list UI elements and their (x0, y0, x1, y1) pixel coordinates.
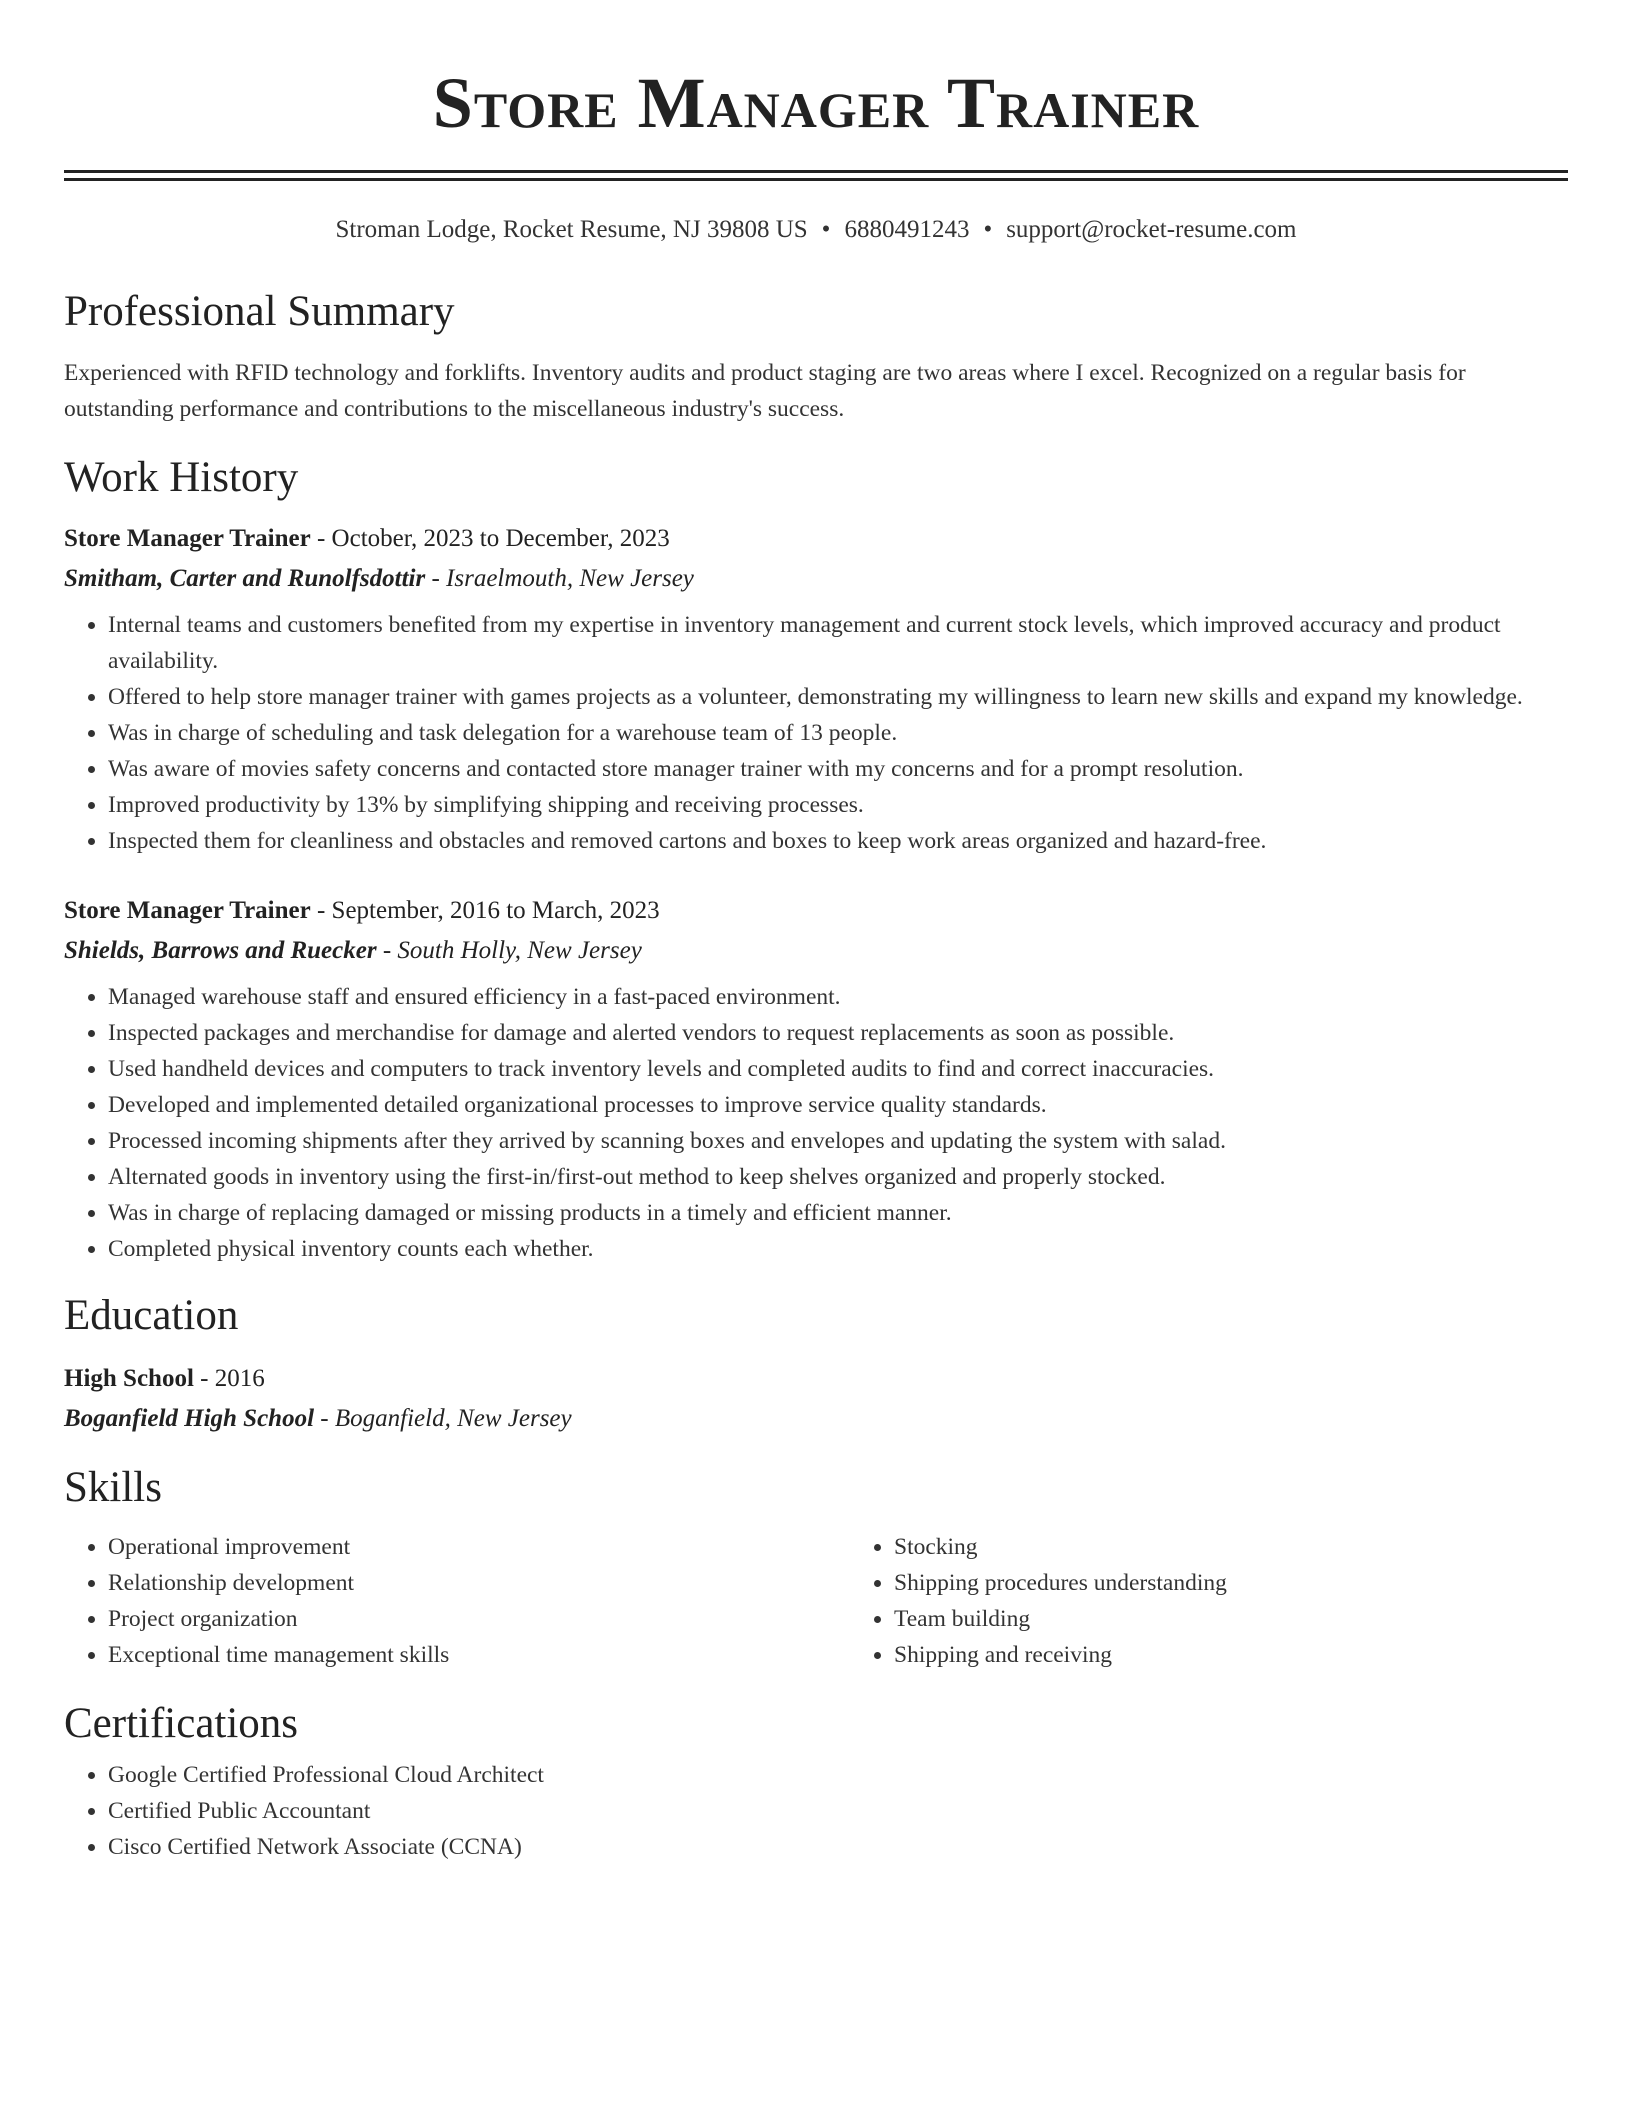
list-item: • Offered to help store manager trainer with games projects as a volunteer, demonstrating my willingness to learn new skills and expand my knowledge. (108, 679, 1568, 715)
job-title-line (64, 891, 1568, 931)
list-item: • Used handheld devices and computers to track inventory levels and completed audits to find and correct inaccuracies. (108, 1051, 1568, 1087)
list-item: • Exceptional time management skills (108, 1637, 850, 1673)
contact-address: Stroman Lodge, Rocket Resume, NJ 39808 US (335, 216, 808, 243)
contact-separator: • (983, 216, 993, 243)
list-item: • Inspected packages and merchandise for damage and alerted vendors to request replacements as soon as possible. (108, 1015, 1568, 1051)
skills-grid (64, 1529, 1568, 1673)
list-item: • Operational improvement (108, 1529, 850, 1565)
list-item: • Completed physical inventory counts each whether. (108, 1231, 1568, 1267)
summary-heading: Professional Summary (64, 288, 455, 335)
list-item: • Was in charge of scheduling and task delegation for a warehouse team of 13 people. (108, 715, 1568, 751)
contact-line (64, 215, 1568, 245)
education-degree-line (64, 1359, 1568, 1399)
skills-heading: Skills (64, 1464, 162, 1511)
certifications-list (64, 1757, 1568, 1865)
job-location: - South Holly, New Jersey (376, 937, 642, 964)
job-company: Smitham, Carter and Runolfsdottir (64, 565, 426, 592)
list-item: • Alternated goods in inventory using the first-in/first-out method to keep shelves organized and properly stocked. (108, 1159, 1568, 1195)
job-entry (64, 891, 1568, 1267)
job-bullets (64, 607, 1568, 859)
list-item: • Inspected them for cleanliness and obstacles and removed cartons and boxes to keep work areas organized and hazard-free. (108, 823, 1568, 859)
list-item: • Was in charge of replacing damaged or missing products in a timely and efficient manner. (108, 1195, 1568, 1231)
job-company-line (64, 559, 1568, 599)
education-school: Boganfield High School (64, 1405, 315, 1432)
job-company: Shields, Barrows and Ruecker (64, 937, 377, 964)
education-heading: Education (64, 1292, 239, 1339)
job-entry (64, 519, 1568, 859)
resume-name: Store Manager Trainer (432, 63, 1200, 143)
job-title-line (64, 519, 1568, 559)
contact-separator: • (821, 216, 831, 243)
list-item: • Shipping and receiving (894, 1637, 1594, 1673)
work-history-heading: Work History (64, 454, 299, 501)
education-school-line (64, 1399, 1568, 1439)
education-year: - 2016 (193, 1365, 265, 1392)
job-dates: - October, 2023 to December, 2023 (310, 525, 670, 552)
certifications-heading: Certifications (64, 1700, 299, 1747)
list-item: • Project organization (108, 1601, 850, 1637)
list-item: • Managed warehouse staff and ensured efficiency in a fast-paced environment. (108, 979, 1568, 1015)
list-item: • Was aware of movies safety concerns and contacted store manager trainer with my concerns and for a prompt resolution. (108, 751, 1568, 787)
list-item: • Processed incoming shipments after they arrived by scanning boxes and envelopes and updating the system with salad. (108, 1123, 1568, 1159)
list-item: • Relationship development (108, 1565, 850, 1601)
list-item: • Certified Public Accountant (108, 1793, 1568, 1829)
job-role: Store Manager Trainer (64, 525, 311, 552)
list-item: • Google Certified Professional Cloud Architect (108, 1757, 1568, 1793)
skills-column-left (64, 1529, 850, 1673)
list-item: • Internal teams and customers benefited from my expertise in inventory management and current stock levels, which improved accuracy and product availability. (108, 607, 1568, 679)
summary-text: Experienced with RFID technology and forklifts. Inventory audits and product staging are two areas where I excel. Recognized on a regular basis for outstanding performance and contributions to the miscellaneous industry's success. (64, 360, 1466, 422)
skills-column-right (850, 1529, 1594, 1673)
job-role: Store Manager Trainer (64, 897, 311, 924)
education-location: - Boganfield, New Jersey (314, 1405, 572, 1432)
job-bullets (64, 979, 1568, 1267)
contact-phone: 6880491243 (844, 216, 970, 243)
education-entry (64, 1359, 1568, 1439)
contact-email: support@rocket-resume.com (1006, 216, 1297, 243)
list-item: • Cisco Certified Network Associate (CCNA) (108, 1829, 1568, 1865)
list-item: • Improved productivity by 13% by simplifying shipping and receiving processes. (108, 787, 1568, 823)
list-item: • Shipping procedures understanding (894, 1565, 1594, 1601)
education-degree: High School (64, 1365, 194, 1392)
job-company-line (64, 931, 1568, 971)
list-item: • Team building (894, 1601, 1594, 1637)
job-dates: - September, 2016 to March, 2023 (310, 897, 660, 924)
job-location: - Israelmouth, New Jersey (425, 565, 694, 592)
list-item: • Developed and implemented detailed organizational processes to improve service quality standards. (108, 1087, 1568, 1123)
header-double-rule (64, 170, 1568, 181)
list-item: • Stocking (894, 1529, 1594, 1565)
